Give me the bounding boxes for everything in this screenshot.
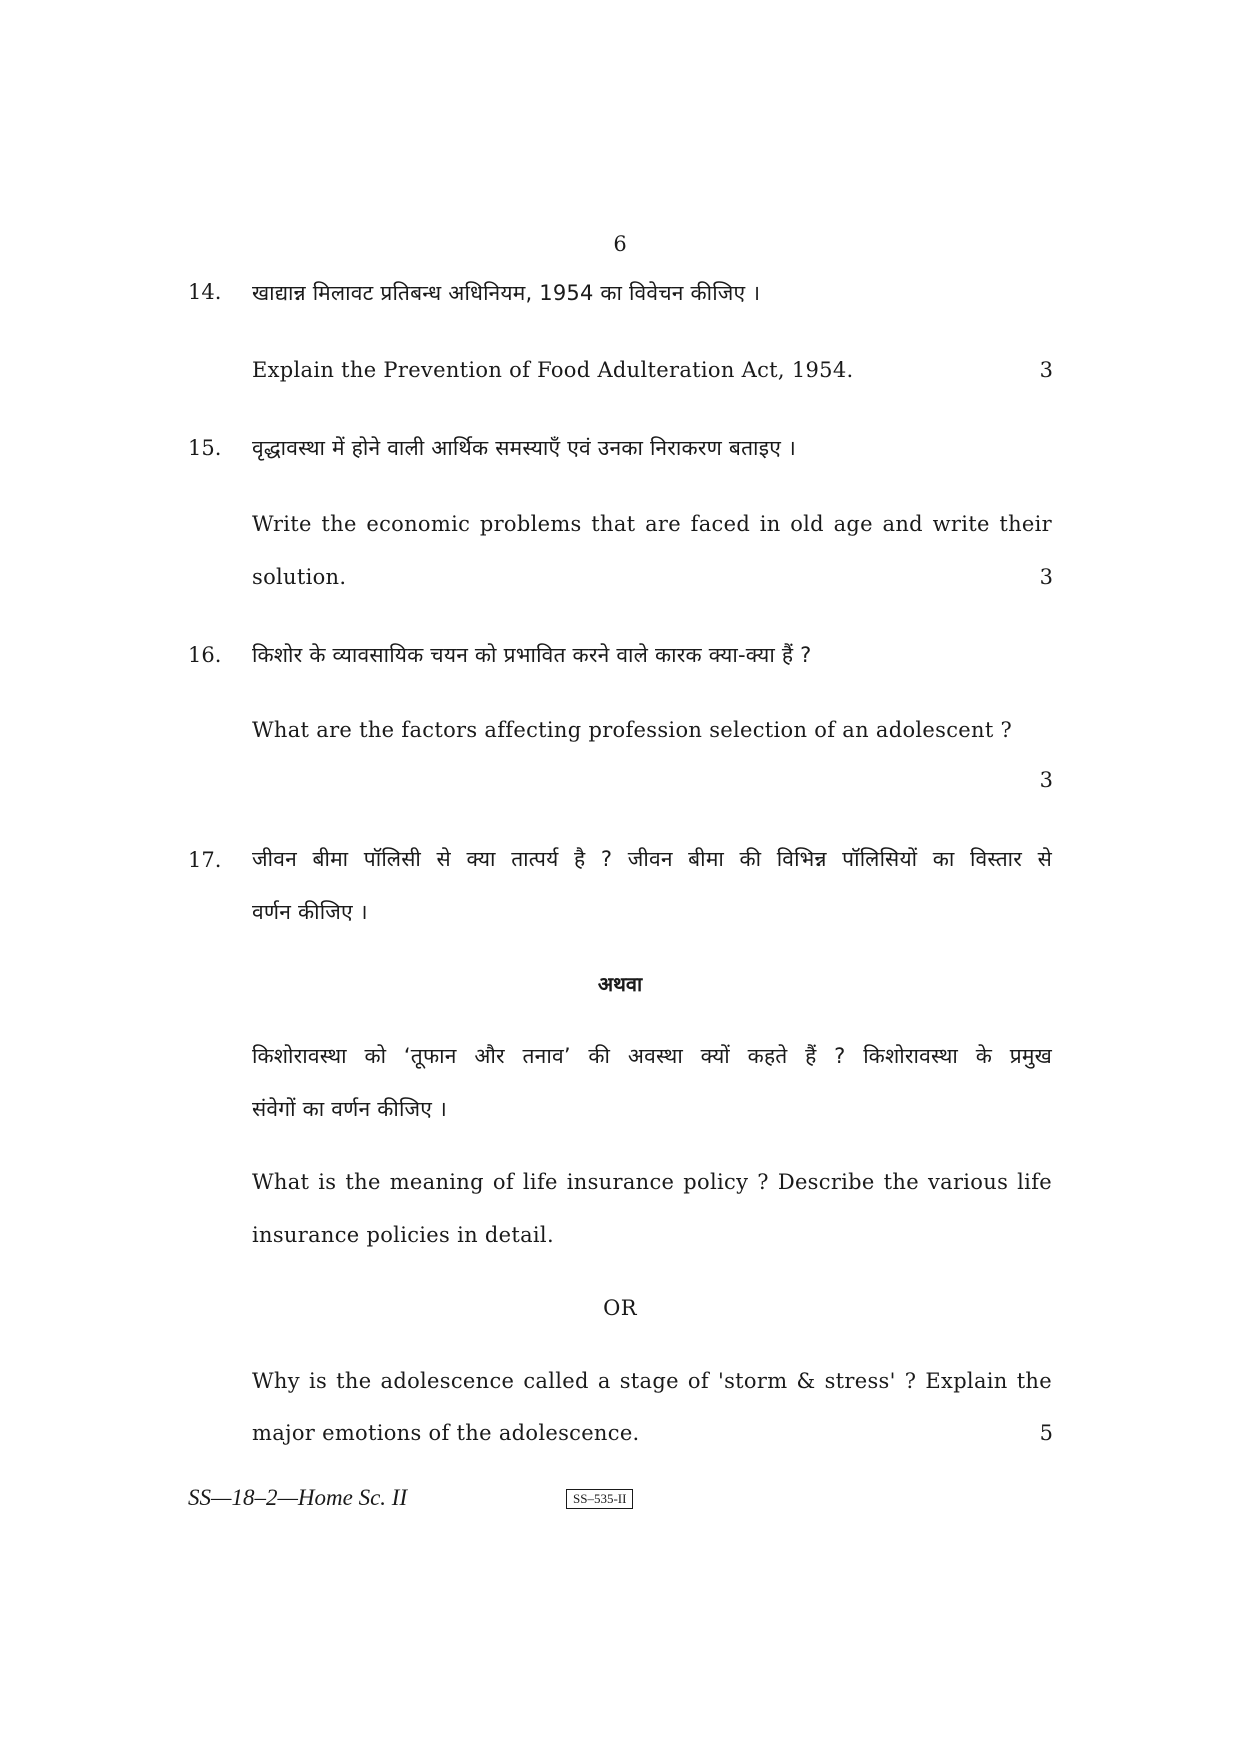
question-17-hindi-line-1: जीवन बीमा पॉलिसी से क्या तात्पर्य है ? जीवन बीमा की विभिन्न पॉलिसियों का विस्तार से <box>252 847 1052 871</box>
question-number-15: 15. <box>188 436 222 460</box>
question-15-marks: 3 <box>1039 565 1053 589</box>
question-number-16: 16. <box>188 643 222 667</box>
footer-paper-code: SS—18–2—Home Sc. II <box>188 1485 408 1510</box>
question-16-english: What are the factors affecting profession selection of an adolescent ? <box>252 718 1013 742</box>
question-15-hindi: वृद्धावस्था में होने वाली आर्थिक समस्याएँ एवं उनका निराकरण बताइए । <box>252 436 797 460</box>
question-17-alt-hindi-line-1: किशोरावस्था को ‘तूफान और तनाव’ की अवस्था क्यों कहते हैं ? किशोरावस्था के प्रमुख <box>252 1044 1052 1068</box>
question-14-marks: 3 <box>1039 358 1053 382</box>
question-number-14: 14. <box>188 280 222 304</box>
question-17-alt-english-line-2: major emotions of the adolescence. <box>252 1421 640 1445</box>
footer-code-box: SS–535-II <box>566 1489 633 1509</box>
question-17-alt-hindi-line-2: संवेगों का वर्णन कीजिए । <box>252 1097 448 1121</box>
or-english-label: OR <box>603 1296 637 1320</box>
question-15-english-line-1: Write the economic problems that are faced in old age and write their <box>252 512 1052 536</box>
question-17-english-line-2: insurance policies in detail. <box>252 1223 554 1247</box>
question-14-english: Explain the Prevention of Food Adulteration Act, 1954. <box>252 358 854 382</box>
question-17-marks: 5 <box>1039 1421 1053 1445</box>
question-17-hindi-line-2: वर्णन कीजिए । <box>252 900 368 924</box>
question-17-alt-english-line-1: Why is the adolescence called a stage of 'storm & stress' ? Explain the <box>252 1369 1052 1393</box>
question-14-hindi: खाद्यान्न मिलावट प्रतिबन्ध अधिनियम, 1954 का विवेचन कीजिए । <box>252 281 761 305</box>
question-15-english-line-2: solution. <box>252 565 347 589</box>
question-number-17: 17. <box>188 848 222 872</box>
or-hindi-label: अथवा <box>597 972 643 996</box>
question-16-marks: 3 <box>1039 768 1053 792</box>
question-16-hindi: किशोर के व्यावसायिक चयन को प्रभावित करने वाले कारक क्या-क्या हैं ? <box>252 643 812 667</box>
page-number: 6 <box>613 232 627 256</box>
question-17-english-line-1: What is the meaning of life insurance policy ? Describe the various life <box>252 1170 1052 1194</box>
